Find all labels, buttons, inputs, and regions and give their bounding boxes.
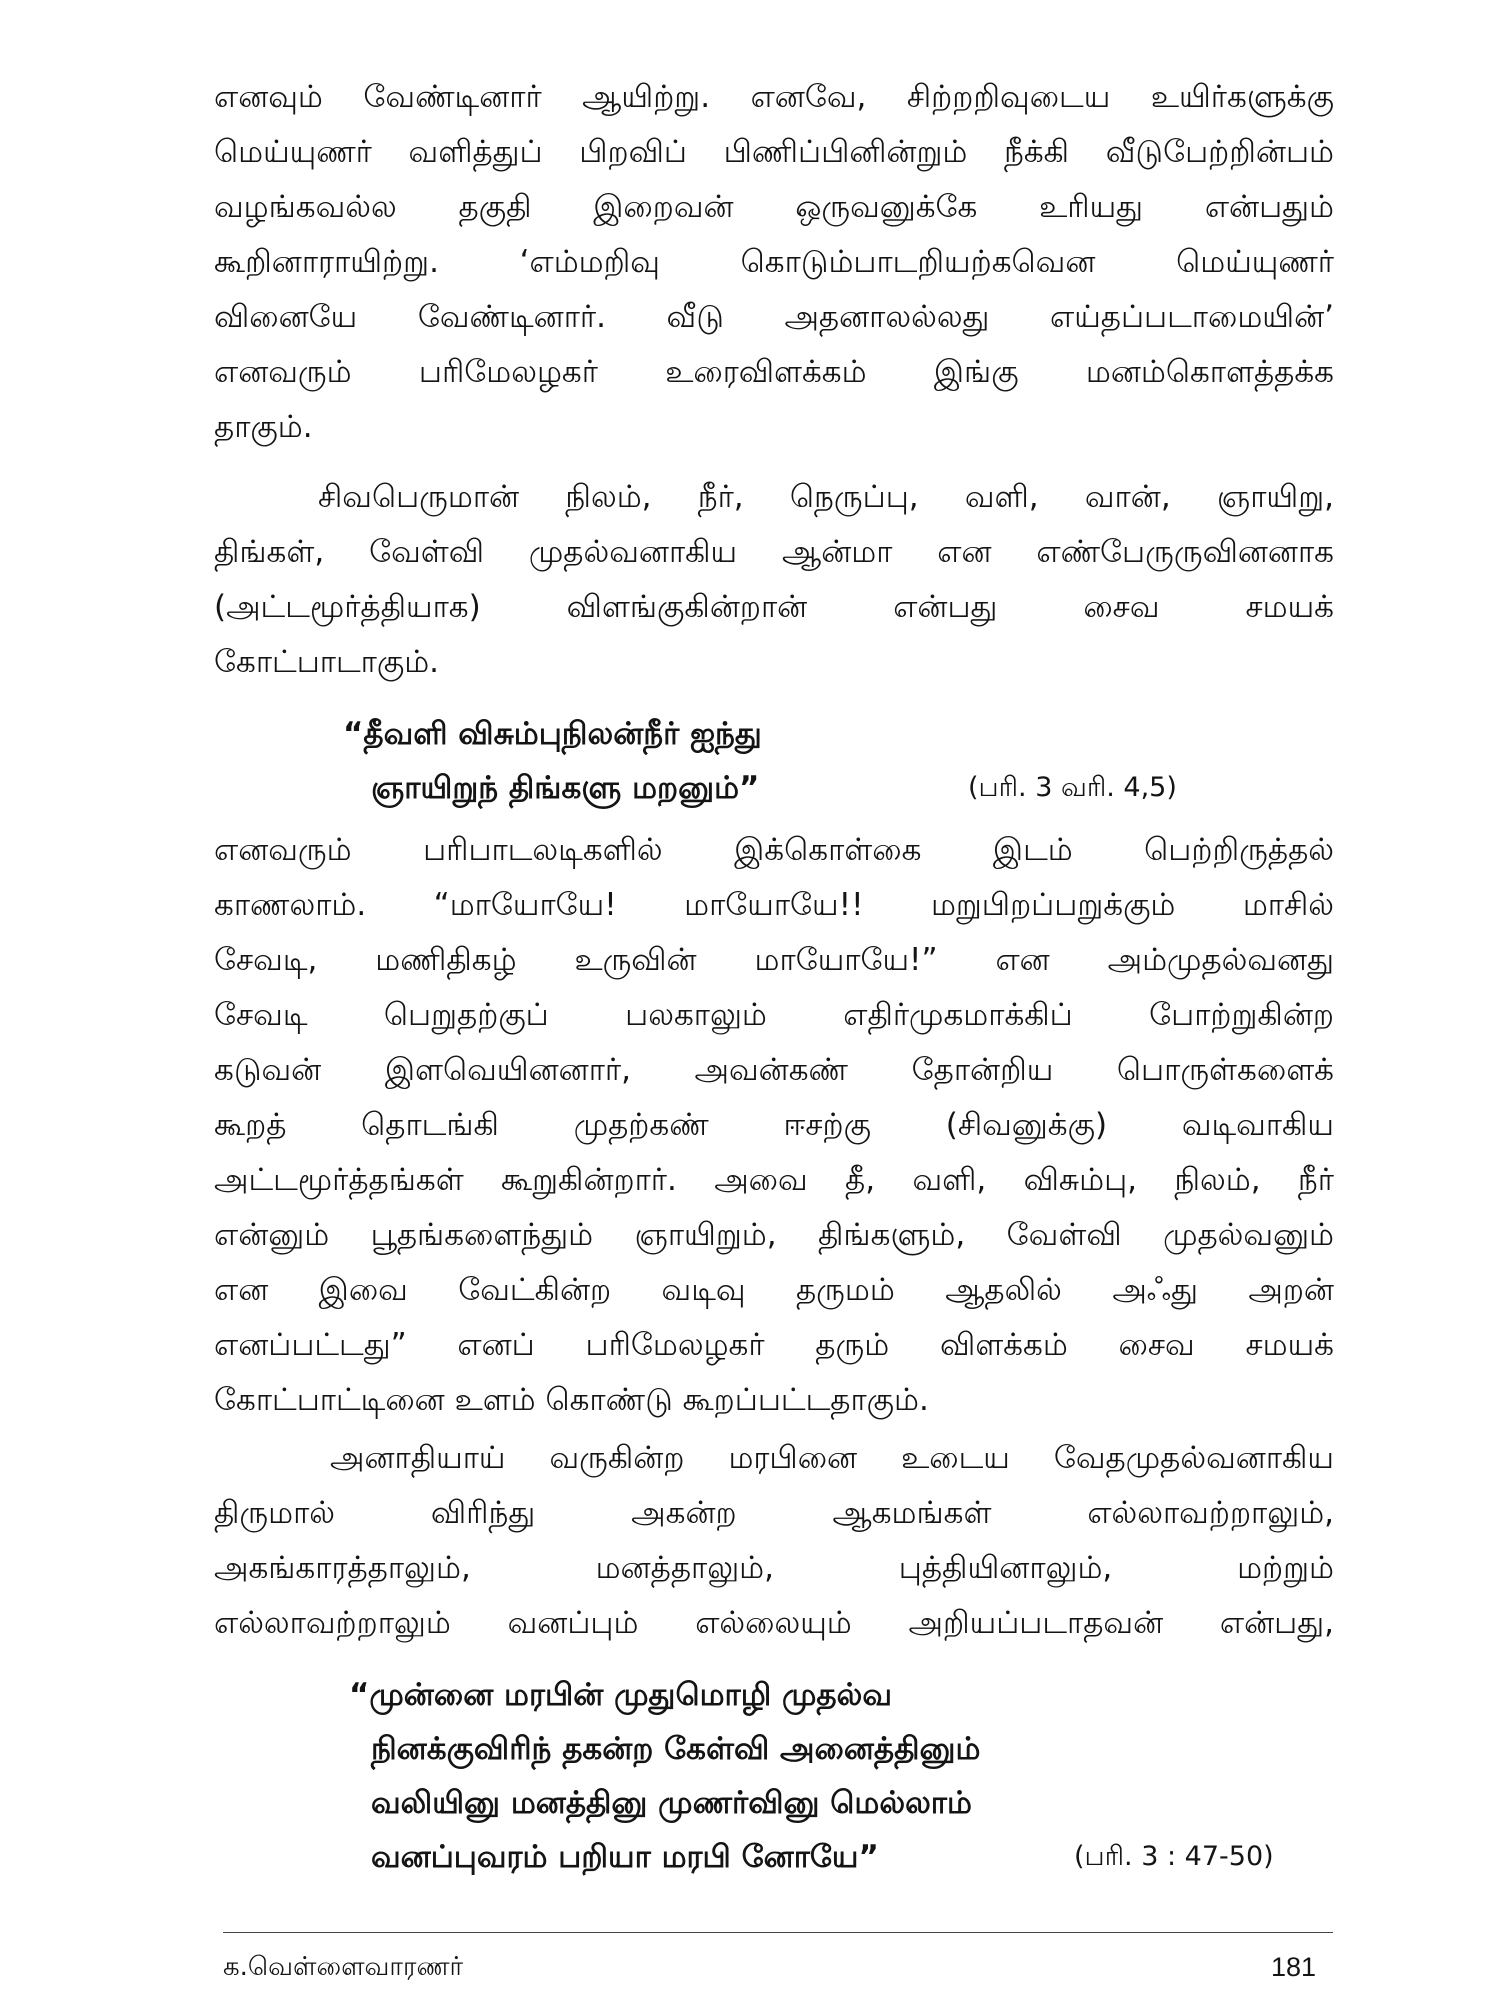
text-line: சிவபெருமான் நிலம், நீர், நெருப்பு, வளி, வான், ஞாயிறு,: [318, 479, 1334, 515]
footer-divider: [223, 1932, 1333, 1933]
text-line: வழங்கவல்ல தகுதி இறைவன் ஒருவனுக்கே உரியது என்பதும்: [214, 189, 1334, 225]
paragraph: [214, 470, 1334, 690]
text-line: திங்கள், வேள்வி முதல்வனாகிய ஆன்மா என எண்பேருருவினனாக: [214, 534, 1334, 570]
text-line: சேவடி, மணிதிகழ் உருவின் மாயோயே!” என அம்முதல்வனது: [214, 942, 1334, 978]
text-line: மெய்யுணர் வளித்துப் பிறவிப் பிணிப்பினின்றும் நீக்கி வீடுபேற்றின்பம்: [214, 134, 1334, 170]
text-line: கூறத் தொடங்கி முதற்கண் ஈசற்கு (சிவனுக்கு) வடிவாகிய: [214, 1107, 1334, 1143]
text-line: திருமால் விரிந்து அகன்ற ஆகமங்கள் எல்லாவற்றாலும்,: [214, 1495, 1334, 1531]
verse-quote: [343, 707, 943, 815]
verse-line: “தீவளி விசும்புநிலன்நீர் ஐந்து: [343, 716, 762, 752]
verse-citation: (பரி. 3 வரி. 4,5): [968, 772, 1177, 803]
text-line: அனாதியாய் வருகின்ற மரபினை உடைய வேதமுதல்வனாகிய: [330, 1440, 1334, 1476]
verse-citation: (பரி. 3 : 47-50): [1074, 1841, 1274, 1872]
text-line: எல்லாவற்றாலும் வனப்பும் எல்லையும் அறியப்படாதவன் என்பது,: [214, 1605, 1334, 1641]
text-line: கோட்பாடாகும்.: [214, 644, 440, 680]
text-line: என்னும் பூதங்களைந்தும் ஞாயிறும், திங்களும், வேள்வி முதல்வனும்: [214, 1217, 1334, 1253]
text-line: எனவும் வேண்டினார் ஆயிற்று. எனவே, சிற்றறிவுடைய உயிர்களுக்கு: [214, 79, 1334, 115]
text-line: கோட்பாட்டினை உளம் கொண்டு கூறப்பட்டதாகும்.: [214, 1382, 929, 1418]
verse-line: வனப்புவரம் பறியா மரபி னோயே”: [371, 1839, 879, 1875]
text-line: கடுவன் இளவெயினனார், அவன்கண் தோன்றிய பொருள்களைக்: [214, 1052, 1334, 1088]
verse-line: நினக்குவிரிந் தகன்ற கேள்வி அனைத்தினும்: [371, 1731, 981, 1767]
text-line: கூறினாராயிற்று. ‘எம்மறிவு கொடும்பாடறியற்கவென மெய்யுணர்: [214, 244, 1334, 280]
text-line: எனவரும் பரிமேலழகர் உரைவிளக்கம் இங்கு மனம்கொளத்தக்க: [214, 354, 1334, 390]
page-number: 181: [1270, 1952, 1316, 1982]
text-line: காணலாம். “மாயோயே! மாயோயே!! மறுபிறப்பறுக்கும் மாசில்: [214, 887, 1334, 923]
text-line: (அட்டமூர்த்தியாக) விளங்குகின்றான் என்பது சைவ சமயக்: [214, 589, 1334, 625]
text-line: அகங்காரத்தாலும், மனத்தாலும், புத்தியினாலும், மற்றும்: [214, 1550, 1334, 1586]
verse-line: ஞாயிறுந் திங்களு மறனும்”: [371, 770, 760, 806]
verse-quote: [349, 1668, 1049, 1884]
footer-author: க.வெள்ளைவாரணர்: [223, 1952, 464, 1982]
paragraph: [214, 823, 1334, 1428]
paragraph: [214, 70, 1334, 455]
text-line: அட்டமூர்த்தங்கள் கூறுகின்றார். அவை தீ, வளி, விசும்பு, நிலம், நீர்: [214, 1162, 1334, 1198]
verse-line: வலியினு மனத்தினு முணர்வினு மெல்லாம்: [371, 1785, 972, 1821]
text-line: தாகும்.: [214, 409, 313, 445]
text-line: எனவரும் பரிபாடலடிகளில் இக்கொள்கை இடம் பெற்றிருத்தல்: [214, 832, 1334, 868]
text-line: என இவை வேட்கின்ற வடிவு தருமம் ஆதலில் அஃது அறன்: [214, 1272, 1334, 1308]
paragraph: [214, 1431, 1334, 1651]
text-line: சேவடி பெறுதற்குப் பலகாலும் எதிர்முகமாக்கிப் போற்றுகின்ற: [214, 997, 1334, 1033]
text-line: வினையே வேண்டினார். வீடு அதனாலல்லது எய்தப்படாமையின்’: [214, 299, 1334, 335]
verse-line: “முன்னை மரபின் முதுமொழி முதல்வ: [349, 1677, 893, 1713]
text-line: எனப்பட்டது” எனப் பரிமேலழகர் தரும் விளக்கம் சைவ சமயக்: [214, 1327, 1334, 1363]
